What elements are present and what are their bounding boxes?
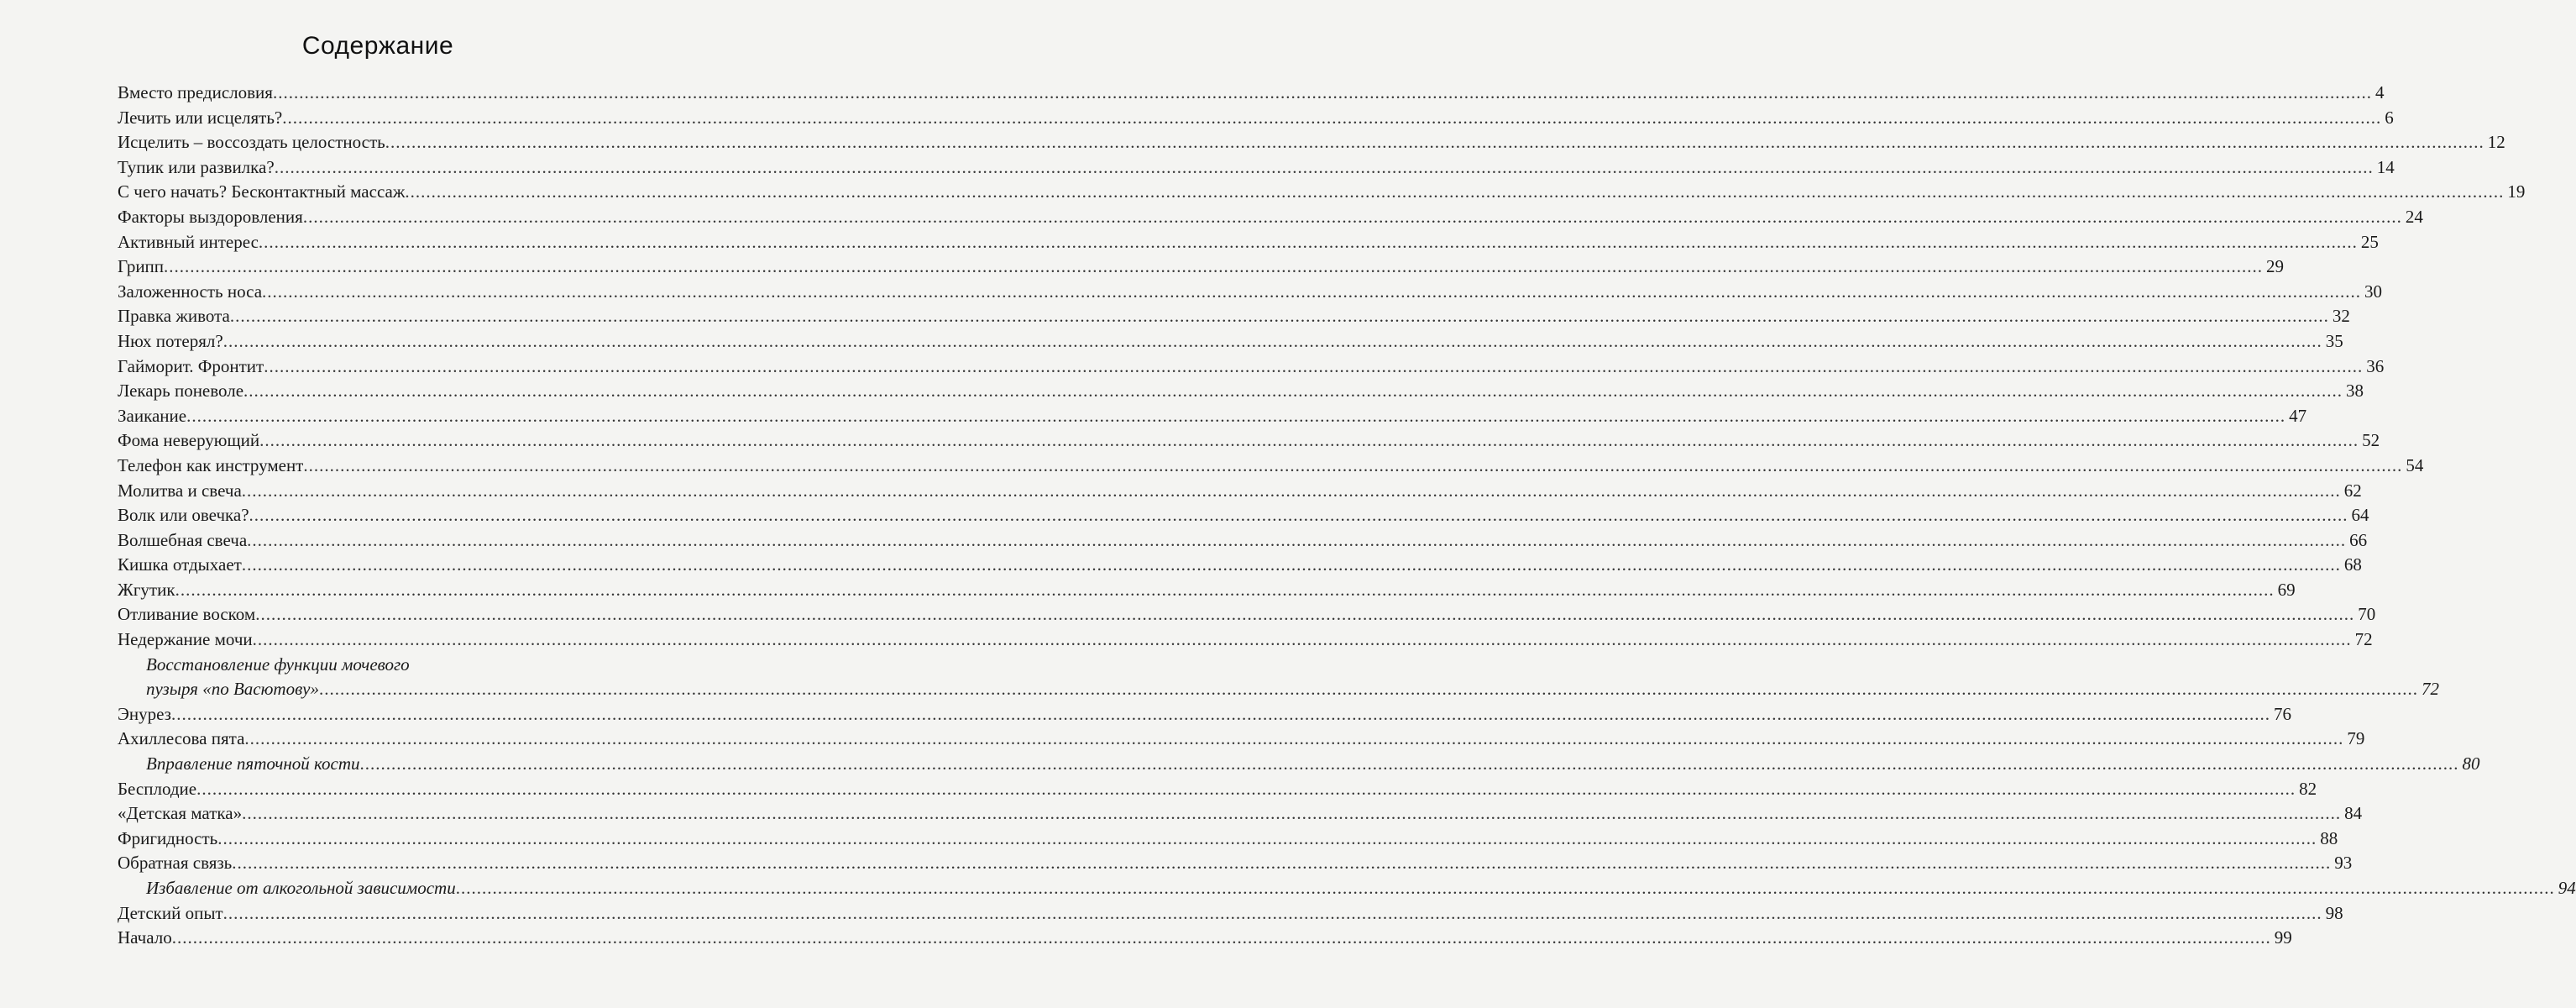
toc-entry-title: Тупик или развилка? bbox=[118, 156, 275, 177]
toc-entry-title: Вместо предисловия bbox=[118, 82, 273, 102]
toc-entry-title: Отливание воском bbox=[118, 604, 256, 625]
toc-entry-page: 64 bbox=[2351, 505, 2369, 526]
toc-entry-page: 62 bbox=[2343, 480, 2362, 501]
dot-leader: ................................................................................................................................................................................................................................................................................................................................................................................................................ bbox=[258, 231, 2358, 252]
dot-leader: ................................................................................................................................................................................................................................................................................................................................................................................................................ bbox=[217, 827, 2317, 848]
toc-entry bbox=[118, 81, 2385, 106]
toc-entry-page: 72 bbox=[2354, 629, 2373, 650]
toc-entry-page: 69 bbox=[2277, 579, 2296, 600]
dot-leader: ................................................................................................................................................................................................................................................................................................................................................................................................................ bbox=[196, 778, 2296, 799]
dot-leader: ................................................................................................................................................................................................................................................................................................................................................................................................................ bbox=[243, 381, 2343, 402]
toc-entry-page: 66 bbox=[2349, 529, 2368, 550]
toc-entry bbox=[118, 752, 2480, 777]
toc-entry-page: 30 bbox=[2364, 281, 2383, 302]
toc-entry-page: 68 bbox=[2343, 554, 2362, 575]
dot-leader: ................................................................................................................................................................................................................................................................................................................................................................................................................ bbox=[241, 554, 2341, 575]
dot-leader: ................................................................................................................................................................................................................................................................................................................................................................................................................ bbox=[252, 629, 2352, 650]
toc-entry-page: 36 bbox=[2366, 355, 2385, 376]
dot-leader: ................................................................................................................................................................................................................................................................................................................................................................................................................ bbox=[241, 480, 2341, 501]
toc-entry-title: Волшебная свеча bbox=[118, 529, 248, 550]
dot-leader: ................................................................................................................................................................................................................................................................................................................................................................................................................ bbox=[175, 579, 2275, 600]
toc-entry-page: 99 bbox=[2274, 927, 2292, 948]
toc-entry bbox=[118, 801, 2363, 827]
toc-entry-page: 52 bbox=[2362, 430, 2380, 451]
toc-entry-page: 80 bbox=[2462, 753, 2480, 774]
dot-leader: ................................................................................................................................................................................................................................................................................................................................................................................................................ bbox=[255, 604, 2355, 625]
toc-entry-page: 47 bbox=[2289, 405, 2307, 426]
dot-leader: ................................................................................................................................................................................................................................................................................................................................................................................................................ bbox=[223, 330, 2322, 351]
toc-entry bbox=[118, 180, 2526, 205]
toc-entry-title: Телефон как инструмент bbox=[118, 454, 304, 475]
toc-entry-page: 4 bbox=[2374, 82, 2385, 102]
toc-entry-title: «Детская матка» bbox=[118, 803, 243, 824]
toc-entry bbox=[118, 329, 2343, 354]
toc-entry-page: 98 bbox=[2325, 902, 2343, 923]
toc-entry-title: Жгутик bbox=[118, 579, 175, 600]
toc-entry-page: 14 bbox=[2376, 156, 2395, 177]
toc-entry bbox=[118, 379, 2364, 404]
dot-leader: ................................................................................................................................................................................................................................................................................................................................................................................................................ bbox=[229, 306, 2329, 327]
toc-entry-page: 76 bbox=[2273, 703, 2291, 724]
dot-leader: ................................................................................................................................................................................................................................................................................................................................................................................................................ bbox=[164, 256, 2264, 277]
toc-entry-title: Ахиллесова пята bbox=[118, 728, 245, 749]
toc-entry-page: 79 bbox=[2347, 728, 2365, 749]
toc-entry-title: С чего начать? Бесконтактный массаж bbox=[118, 181, 406, 202]
toc-entry-page: 38 bbox=[2346, 381, 2364, 402]
toc-entry-page: 82 bbox=[2299, 778, 2317, 799]
toc-entry-title: Начало bbox=[118, 927, 172, 948]
toc-entry bbox=[118, 280, 2383, 305]
toc-entry-page: 24 bbox=[2405, 206, 2423, 227]
toc-entry-title: Избавление от алкогольной зависимости bbox=[146, 878, 456, 898]
toc-entry-title: Недержание мочи bbox=[118, 629, 253, 650]
toc-entry-title: Гайморит. Фронтит bbox=[118, 355, 264, 376]
toc-entry bbox=[118, 677, 2440, 702]
dot-leader: ................................................................................................................................................................................................................................................................................................................................................................................................................ bbox=[282, 107, 2382, 128]
toc-entry bbox=[118, 428, 2380, 454]
toc-entry bbox=[118, 106, 2394, 131]
dot-leader: ................................................................................................................................................................................................................................................................................................................................................................................................................ bbox=[274, 156, 2374, 177]
toc-entry-title: Заикание bbox=[118, 405, 187, 426]
toc-entry-page: 12 bbox=[2487, 132, 2505, 153]
page-title: Содержание bbox=[301, 32, 454, 60]
toc-entry-page: 93 bbox=[2334, 853, 2353, 874]
toc-entry bbox=[118, 528, 2368, 554]
toc-entry bbox=[118, 827, 2338, 852]
dot-leader: ................................................................................................................................................................................................................................................................................................................................................................................................................ bbox=[262, 281, 2362, 302]
toc-entry bbox=[118, 602, 2376, 627]
toc-entry-title: Кишка отдыхает bbox=[118, 554, 242, 575]
toc-entry-title: Лечить или исцелять? bbox=[118, 107, 283, 128]
toc-entry-page: 54 bbox=[2406, 454, 2424, 475]
dot-leader: ................................................................................................................................................................................................................................................................................................................................................................................................................ bbox=[303, 454, 2403, 475]
table-of-contents bbox=[118, 81, 2576, 951]
toc-entry-title: Фригидность bbox=[118, 827, 218, 848]
dot-leader: ................................................................................................................................................................................................................................................................................................................................................................................................................ bbox=[264, 355, 2364, 376]
toc-entry bbox=[118, 205, 2423, 230]
toc-entry-title: Факторы выздоровления bbox=[118, 206, 303, 227]
toc-entry-title: Обратная связь bbox=[118, 853, 233, 874]
toc-entry-title: Нюх потерял? bbox=[118, 330, 223, 351]
dot-leader: ................................................................................................................................................................................................................................................................................................................................................................................................................ bbox=[302, 206, 2402, 227]
toc-entry bbox=[118, 876, 2576, 901]
toc-entry bbox=[118, 653, 640, 678]
toc-entry-title: пузыря «по Васютову» bbox=[146, 679, 320, 700]
dot-leader: ................................................................................................................................................................................................................................................................................................................................................................................................................ bbox=[272, 82, 2372, 102]
toc-entry bbox=[118, 777, 2317, 802]
toc-entry bbox=[118, 255, 2285, 280]
toc-entry-title: Правка живота bbox=[118, 306, 230, 327]
dot-leader: ................................................................................................................................................................................................................................................................................................................................................................................................................ bbox=[359, 753, 2459, 774]
dot-leader: ................................................................................................................................................................................................................................................................................................................................................................................................................ bbox=[385, 132, 2484, 153]
toc-entry-title: Фома неверующий bbox=[118, 430, 260, 451]
toc-entry-page: 32 bbox=[2332, 306, 2350, 327]
dot-leader: ................................................................................................................................................................................................................................................................................................................................................................................................................ bbox=[319, 679, 2419, 700]
toc-entry bbox=[118, 926, 2292, 951]
toc-entry bbox=[118, 727, 2365, 752]
toc-entry-title: Волк или овечка? bbox=[118, 505, 249, 526]
dot-leader: ................................................................................................................................................................................................................................................................................................................................................................................................................ bbox=[170, 703, 2270, 724]
toc-entry bbox=[118, 354, 2385, 380]
toc-entry bbox=[118, 155, 2395, 181]
toc-entry bbox=[118, 304, 2350, 329]
toc-entry-page: 19 bbox=[2507, 181, 2526, 202]
toc-entry bbox=[118, 627, 2373, 653]
dot-leader: ................................................................................................................................................................................................................................................................................................................................................................................................................ bbox=[186, 405, 2286, 426]
dot-leader: ................................................................................................................................................................................................................................................................................................................................................................................................................ bbox=[223, 902, 2322, 923]
dot-leader: ................................................................................................................................................................................................................................................................................................................................................................................................................ bbox=[232, 853, 2332, 874]
toc-entry bbox=[118, 553, 2362, 578]
toc-entry bbox=[118, 901, 2343, 927]
toc-entry bbox=[118, 503, 2369, 528]
toc-entry bbox=[118, 702, 2291, 727]
toc-entry-title: Грипп bbox=[118, 256, 165, 277]
toc-entry bbox=[118, 230, 2379, 255]
toc-entry-page: 72 bbox=[2422, 679, 2440, 700]
toc-entry-page: 29 bbox=[2266, 256, 2285, 277]
toc-entry-page: 6 bbox=[2385, 107, 2394, 128]
toc-entry-page: 35 bbox=[2325, 330, 2343, 351]
dot-leader: ................................................................................................................................................................................................................................................................................................................................................................................................................ bbox=[405, 181, 2505, 202]
dot-leader: ................................................................................................................................................................................................................................................................................................................................................................................................................ bbox=[455, 878, 2555, 898]
dot-leader: ................................................................................................................................................................................................................................................................................................................................................................................................................ bbox=[249, 505, 2348, 526]
toc-entry bbox=[118, 130, 2505, 155]
toc-entry-title: Вправление пяточной кости bbox=[146, 753, 360, 774]
toc-entry bbox=[118, 454, 2424, 479]
dot-leader: ................................................................................................................................................................................................................................................................................................................................................................................................................ bbox=[259, 430, 2359, 451]
toc-entry-title: Заложенность носа bbox=[118, 281, 263, 302]
toc-entry bbox=[118, 851, 2353, 876]
dot-leader: ................................................................................................................................................................................................................................................................................................................................................................................................................ bbox=[171, 927, 2271, 948]
toc-entry-title: Активный интерес bbox=[118, 231, 259, 252]
toc-entry-title: Исцелить – воссоздать целостность bbox=[118, 132, 385, 153]
toc-entry-page: 94 bbox=[2558, 878, 2576, 898]
toc-entry-page: 84 bbox=[2344, 803, 2363, 824]
toc-entry-title: Молитва и свеча bbox=[118, 480, 242, 501]
toc-entry bbox=[118, 404, 2307, 429]
toc-entry-title: Лекарь поневоле bbox=[118, 381, 244, 402]
toc-entry bbox=[118, 578, 2296, 603]
toc-entry-title: Детский опыт bbox=[118, 902, 223, 923]
toc-entry-title: Восстановление функции мочевого bbox=[146, 654, 410, 675]
toc-entry-title: Энурез bbox=[118, 703, 171, 724]
toc-entry-page: 70 bbox=[2358, 604, 2376, 625]
dot-leader: ................................................................................................................................................................................................................................................................................................................................................................................................................ bbox=[247, 529, 2347, 550]
dot-leader: ................................................................................................................................................................................................................................................................................................................................................................................................................ bbox=[242, 803, 2342, 824]
toc-entry bbox=[118, 479, 2362, 504]
toc-entry-page: 88 bbox=[2320, 827, 2338, 848]
toc-entry-title: Бесплодие bbox=[118, 778, 197, 799]
toc-entry-page: 25 bbox=[2360, 231, 2379, 252]
dot-leader: ................................................................................................................................................................................................................................................................................................................................................................................................................ bbox=[244, 728, 2344, 749]
